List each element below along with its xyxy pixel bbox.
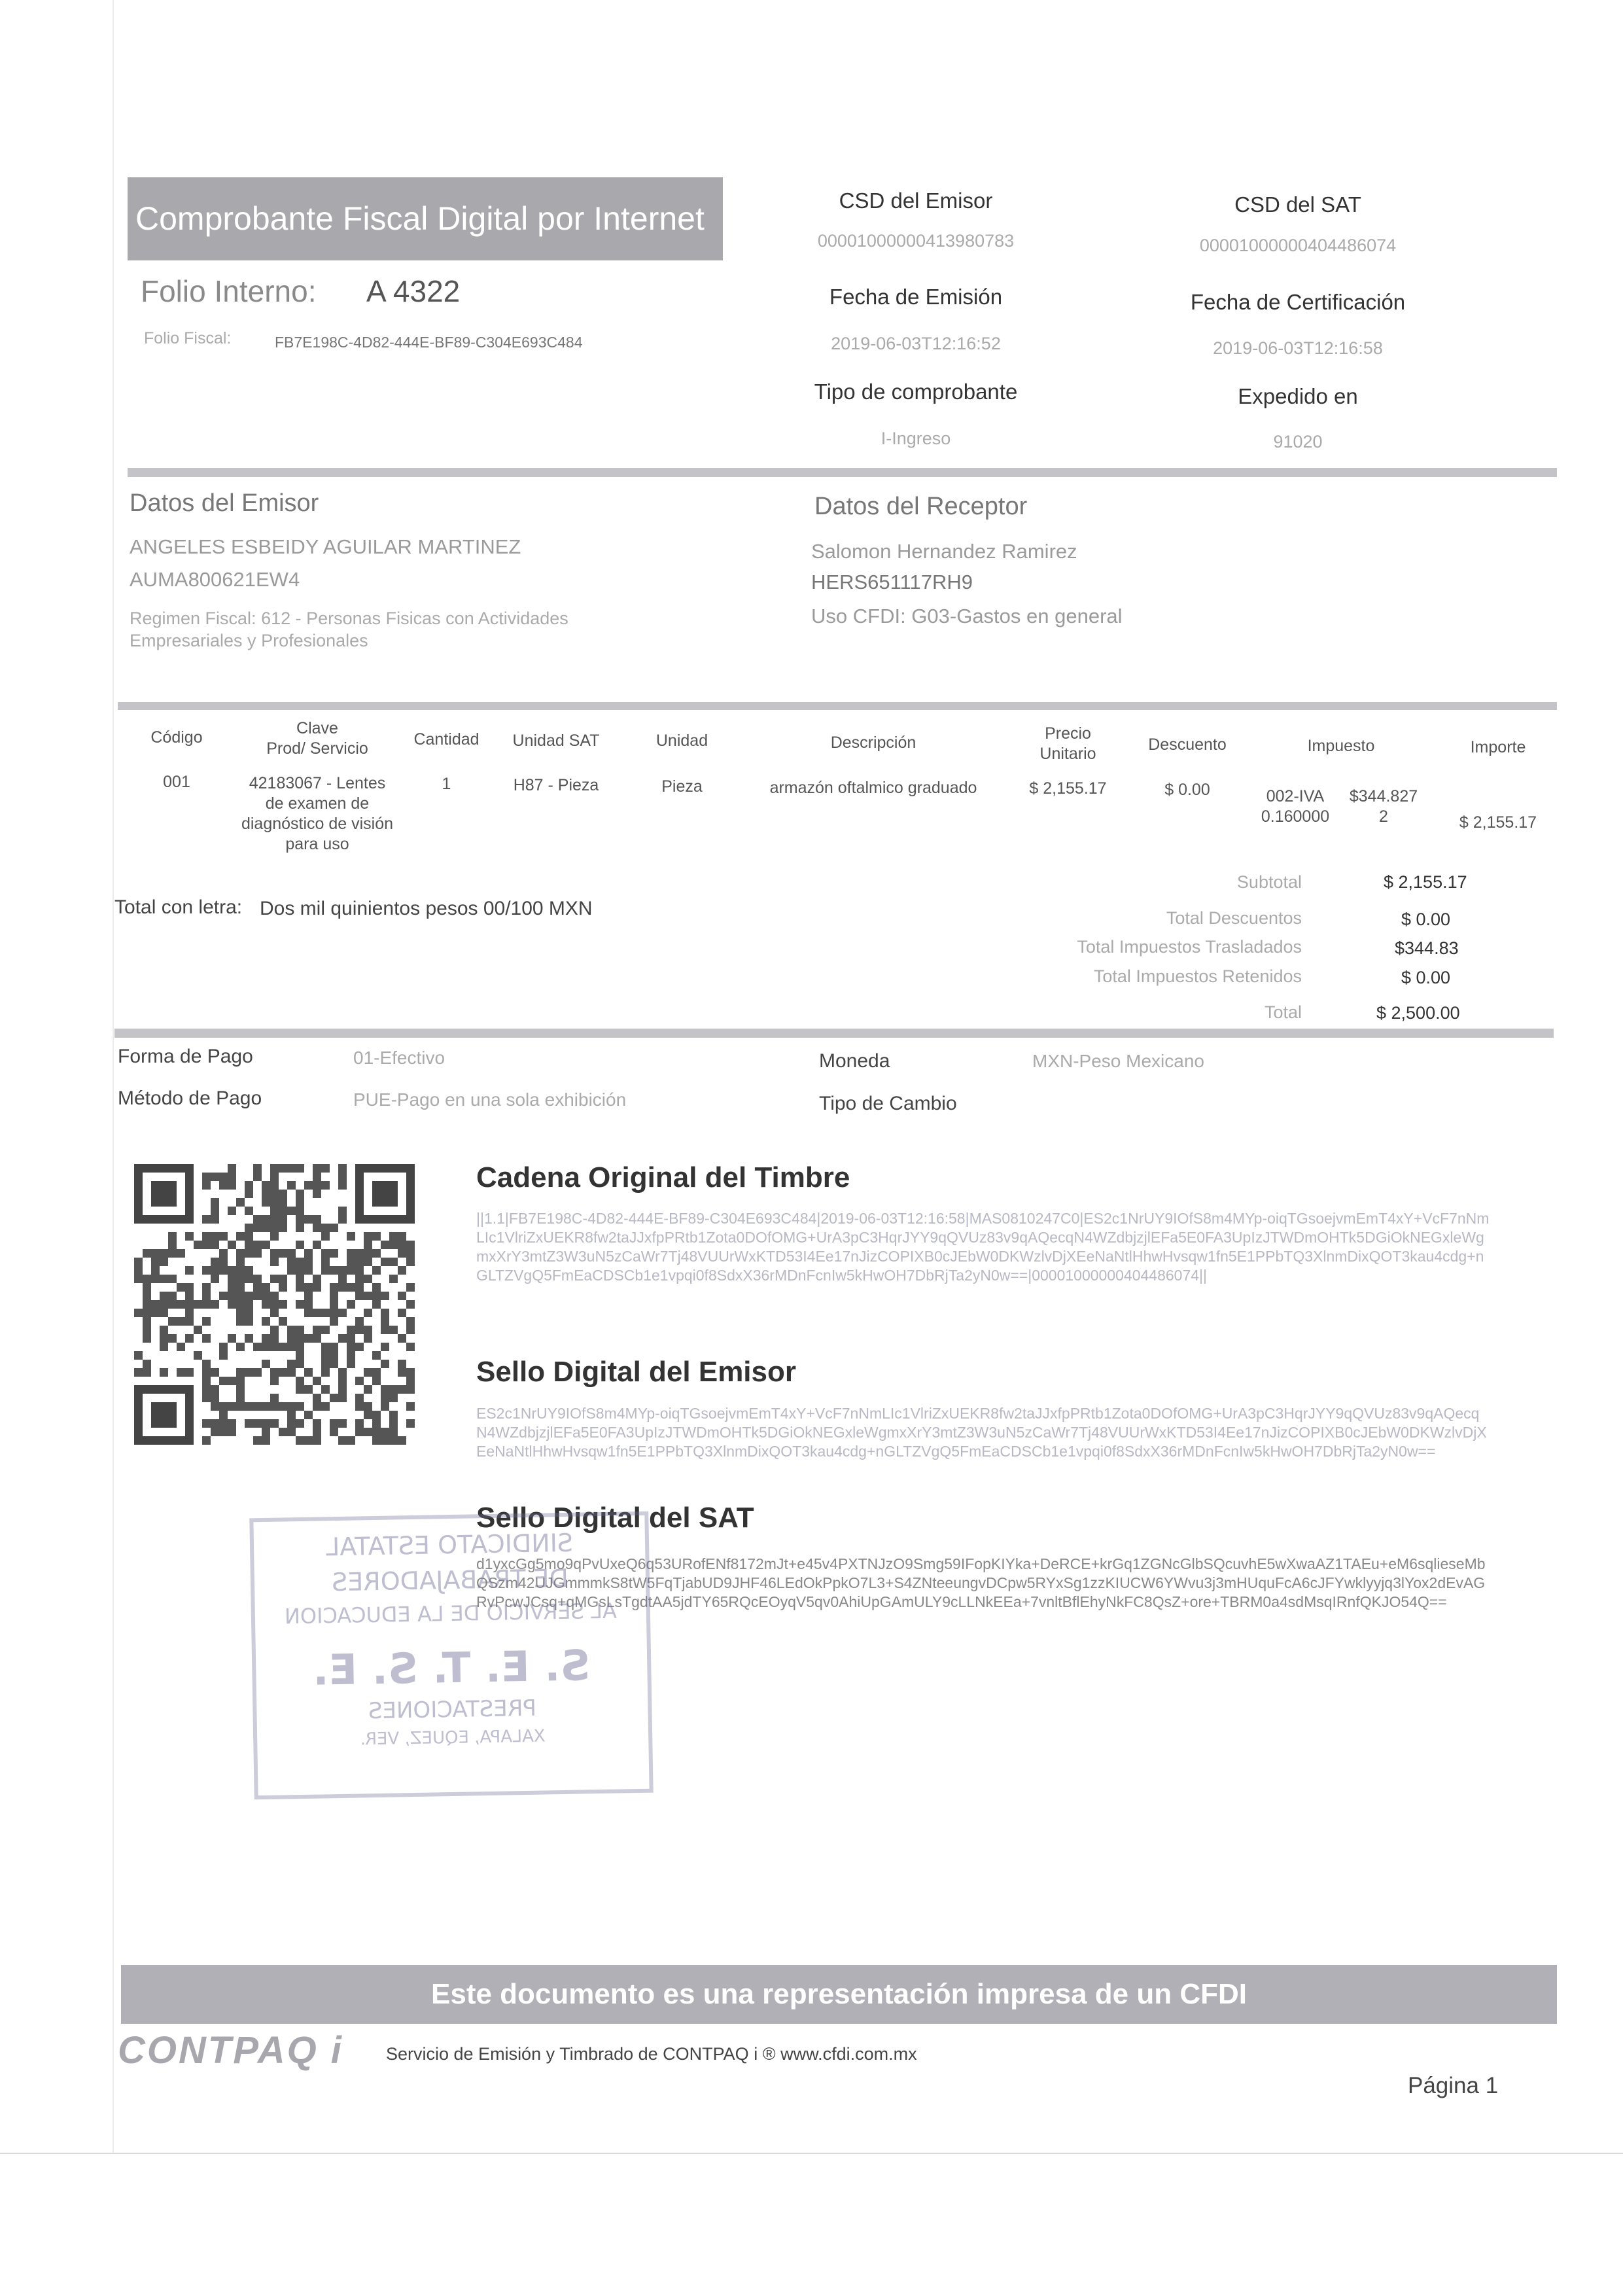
moneda-label: Moneda bbox=[819, 1050, 890, 1072]
fecha-emision-value: 2019-06-03T12:16:52 bbox=[831, 334, 1001, 353]
total-value: $ 2,500.00 bbox=[1376, 1003, 1460, 1023]
cell-clave bbox=[222, 773, 412, 855]
qr-finder-pattern bbox=[134, 1385, 194, 1445]
tipo-comprobante-value: I-Ingreso bbox=[881, 429, 951, 448]
divider bbox=[128, 468, 1557, 477]
csd-sat-value: 00001000000404486074 bbox=[1199, 236, 1397, 255]
cell-codigo: 001 bbox=[163, 773, 190, 791]
total-letra-label: Total con letra: bbox=[114, 896, 243, 918]
col-precio-line1: Precio bbox=[1045, 724, 1091, 743]
forma-pago-label: Forma de Pago bbox=[118, 1046, 253, 1067]
col-precio-unitario bbox=[1011, 724, 1125, 764]
moneda-value: MXN-Peso Mexicano bbox=[1032, 1051, 1204, 1071]
col-precio-line2: Unitario bbox=[1039, 745, 1096, 763]
folio-interno-value: A 4322 bbox=[366, 274, 461, 308]
sello-emisor-heading: Sello Digital del Emisor bbox=[476, 1356, 797, 1388]
emisor-name: ANGELES ESBEIDY AGUILAR MARTINEZ bbox=[130, 535, 521, 558]
sello-sat-text: d1yxcGg5mo9qPvUxeQ6q53URofENf8172mJt+e45v4PXTNJzO9Smg59IFopKIYka+DeRCE+krGq1ZGNcGlbSQcuvhE5wXwaAZ1TAEu+eM6sqlieseMbQSzm42UJGmmmkS8tW5FqTjabUD9JHF46LEdOkPpkO7L3+S4ZNteeungvDCpw5RYxSg1zzKIUCW6YWvu3j3mHUquFcA6cJFYwklyyjq3lYox2dEvAGRvPcwJCsq+qMGsLsTgdtAA5jdTY65RQcEOyqV5qv0AhiUpGAmULY9cLLNkEEa+7vnltBflEhyNkFC8QsZ+ore+TBRM0a4sdMsqIRnfQKJO54Q== bbox=[476, 1555, 1486, 1610]
expedido-en-label: Expedido en bbox=[1238, 384, 1358, 408]
tipo-comprobante-label: Tipo de comprobante bbox=[814, 380, 1018, 404]
impuestos-retenidos-label: Total Impuestos Retenidos bbox=[1093, 966, 1302, 986]
receptor-name: Salomon Hernandez Ramirez bbox=[811, 540, 1077, 563]
cell-cantidad: 1 bbox=[442, 775, 451, 793]
metodo-pago-value: PUE-Pago en una sola exhibición bbox=[353, 1089, 627, 1110]
col-unidad-sat: Unidad SAT bbox=[512, 732, 600, 750]
qr-code-image bbox=[133, 1163, 419, 1453]
subtotal-label: Subtotal bbox=[1236, 872, 1302, 892]
col-clave-line2: Prod/ Servicio bbox=[266, 739, 368, 758]
cell-unidad: Pieza bbox=[661, 777, 703, 796]
fecha-emision-label: Fecha de Emisión bbox=[829, 285, 1003, 309]
cell-impuesto-tasa-value: 0.160000 bbox=[1261, 807, 1330, 826]
cell-impuesto-tipo-value: 002-IVA bbox=[1266, 787, 1325, 805]
col-impuesto: Impuesto bbox=[1307, 737, 1375, 755]
csd-sat-label: CSD del SAT bbox=[1234, 192, 1361, 217]
stamp-line-2: DE TRABAJADORES bbox=[331, 1563, 569, 1597]
footer-banner: Este documento es una representación impresa de un CFDI bbox=[121, 1965, 1557, 2024]
institution-stamp bbox=[249, 1511, 653, 1800]
cell-descuento: $ 0.00 bbox=[1164, 781, 1210, 799]
stamp-line-1: SINDICATO ESTATAL bbox=[325, 1528, 574, 1562]
page-edge bbox=[0, 2153, 1623, 2154]
cell-importe: $ 2,155.17 bbox=[1459, 813, 1537, 832]
total-descuentos-value: $ 0.00 bbox=[1401, 910, 1451, 929]
footer-service-text: Servicio de Emisión y Timbrado de CONTPAQ i ® www.cfdi.com.mx bbox=[386, 2044, 917, 2064]
document-title: Comprobante Fiscal Digital por Internet bbox=[128, 177, 723, 260]
folio-fiscal-value: FB7E198C-4D82-444E-BF89-C304E693C484 bbox=[275, 334, 583, 351]
receptor-uso-cfdi: Uso CFDI: G03-Gastos en general bbox=[811, 605, 1123, 627]
cell-descripcion: armazón oftalmico graduado bbox=[769, 779, 977, 797]
cell-impuesto-tipo bbox=[1246, 786, 1344, 827]
cell-impuesto-monto bbox=[1338, 786, 1429, 827]
col-unidad: Unidad bbox=[655, 732, 708, 750]
col-clave bbox=[236, 718, 399, 759]
cell-clave-line2: de examen de bbox=[265, 794, 370, 813]
forma-pago-value: 01-Efectivo bbox=[353, 1048, 445, 1068]
emisor-regimen-line1: Regimen Fiscal: 612 - Personas Fisicas con Actividades bbox=[130, 609, 568, 628]
fecha-certificacion-label: Fecha de Certificación bbox=[1190, 290, 1406, 314]
cell-unidad-sat: H87 - Pieza bbox=[513, 776, 599, 794]
metodo-pago-label: Método de Pago bbox=[118, 1087, 262, 1109]
cell-clave-line1: 42183067 - Lentes bbox=[249, 774, 386, 792]
impuestos-retenidos-value: $ 0.00 bbox=[1401, 968, 1451, 987]
stamp-line-4: S. E. T. S. E. bbox=[312, 1642, 591, 1695]
col-descuento: Descuento bbox=[1148, 735, 1227, 754]
receptor-heading: Datos del Receptor bbox=[814, 493, 1028, 520]
cell-impuesto-monto-line1: $344.827 bbox=[1349, 787, 1418, 805]
qr-code bbox=[133, 1163, 419, 1453]
page-number: Página 1 bbox=[1408, 2073, 1499, 2098]
cell-precio-unitario: $ 2,155.17 bbox=[1029, 779, 1107, 798]
folio-fiscal-label: Folio Fiscal: bbox=[144, 329, 232, 347]
cadena-original-heading: Cadena Original del Timbre bbox=[476, 1161, 850, 1193]
impuestos-trasladados-value: $344.83 bbox=[1395, 938, 1459, 958]
col-codigo: Código bbox=[150, 728, 203, 747]
divider bbox=[118, 702, 1557, 710]
total-label: Total bbox=[1264, 1002, 1302, 1022]
folio-interno-label: Folio Interno: bbox=[141, 274, 317, 308]
cell-clave-line3: diagnóstico de visión bbox=[241, 815, 394, 833]
col-clave-line1: Clave bbox=[296, 719, 338, 737]
divider bbox=[114, 1029, 1554, 1038]
qr-finder-pattern bbox=[134, 1164, 194, 1224]
receptor-rfc: HERS651117RH9 bbox=[811, 571, 973, 593]
stamp-line-3: AL SERVICIO DE LA EDUCACION bbox=[284, 1598, 618, 1629]
emisor-heading: Datos del Emisor bbox=[130, 489, 319, 517]
cadena-original-text: ||1.1|FB7E198C-4D82-444E-BF89-C304E693C484|2019-06-03T12:16:58|MAS0810247C0|ES2c1NrUY9IOfS8m4MYp-oiqTGsoejvmEmT4xY+VcF7nNmLIc1VlriZxUEKR8fw2taJJxfpPRtb1Zota0DOfOMG+UrA3pC3HqrJYY9qQVUz83v9qAQecqN4WZdbjzjlEFa5E0FA3UpIzJTWDmOHTk5DGiOkNEGxleWgmxXrY3mtZ3W3uN5zCaWr7Tj48VUUrWxKTD53I4Ee17nJizCOPIXB0cJEbW0DKWzlvDjXEeNaNtlHhwHvsqw1fn5E1PPbTQ3XlnmDixQOT3kau4cdg+nGLTZVgQ5FmEaCDSCb1e1vpqi0f8SdxX36rMDnFcnIw5kHwOH7DbRjTa2yN0w==|00001000000404486074|| bbox=[476, 1210, 1490, 1284]
subtotal-value: $ 2,155.17 bbox=[1384, 872, 1467, 892]
total-letra-value: Dos mil quinientos pesos 00/100 MXN bbox=[260, 898, 593, 919]
expedido-en-value: 91020 bbox=[1273, 432, 1323, 451]
cell-impuesto-monto-line2: 2 bbox=[1379, 807, 1388, 826]
sello-sat-heading: Sello Digital del SAT bbox=[476, 1502, 754, 1534]
emisor-regimen-line2: Empresariales y Profesionales bbox=[130, 631, 368, 650]
fecha-certificacion-value: 2019-06-03T12:16:58 bbox=[1213, 338, 1383, 358]
sello-emisor-text: ES2c1NrUY9IOfS8m4MYp-oiqTGsoejvmEmT4xY+VcF7nNmLIc1VlriZxUEKR8fw2taJJxfpPRtb1Zota0DOfOMG+UrA3pC3HqrJYY9qQVUz83v9qAQecqN4WZdbjzjlEFa5E0FA3UpIzJTWDmOHTk5DGiOkNEGxleWgmxXrY3mtZ3W3uN5zCaWr7Tj48VUUrWxKTD53I4Ee17nJizCOPIXB0cJEbW0DKWzlvDjXEeNaNtlHhwHvsqw1fn5E1PPbTQ3XlnmDixQOT3kau4cdg+nGLTZVgQ5FmEaCDSCb1e1vpqi0f8SdxX36rMDnFcnIw5kHwOH7DbRjTa2yN0w== bbox=[476, 1405, 1487, 1460]
col-descripcion: Descripción bbox=[830, 733, 916, 752]
contpaq-logo: CONTPAQ i bbox=[118, 2029, 343, 2072]
cell-clave-line4: para uso bbox=[285, 835, 349, 853]
scan-edge bbox=[113, 0, 114, 2153]
impuestos-trasladados-label: Total Impuestos Trasladados bbox=[1077, 937, 1302, 957]
tipo-cambio-label: Tipo de Cambio bbox=[819, 1093, 957, 1114]
emisor-rfc: AUMA800621EW4 bbox=[130, 568, 300, 591]
col-importe: Importe bbox=[1470, 738, 1526, 756]
stamp-line-6: XALAPA, EQUEZ, VER. bbox=[360, 1726, 546, 1750]
stamp-line-5: PRESTACIONES bbox=[368, 1695, 537, 1725]
csd-emisor-value: 00001000000413980783 bbox=[817, 231, 1015, 251]
total-descuentos-label: Total Descuentos bbox=[1166, 908, 1302, 928]
csd-emisor-label: CSD del Emisor bbox=[839, 188, 993, 213]
col-cantidad: Cantidad bbox=[413, 730, 480, 749]
qr-finder-pattern bbox=[355, 1164, 415, 1224]
